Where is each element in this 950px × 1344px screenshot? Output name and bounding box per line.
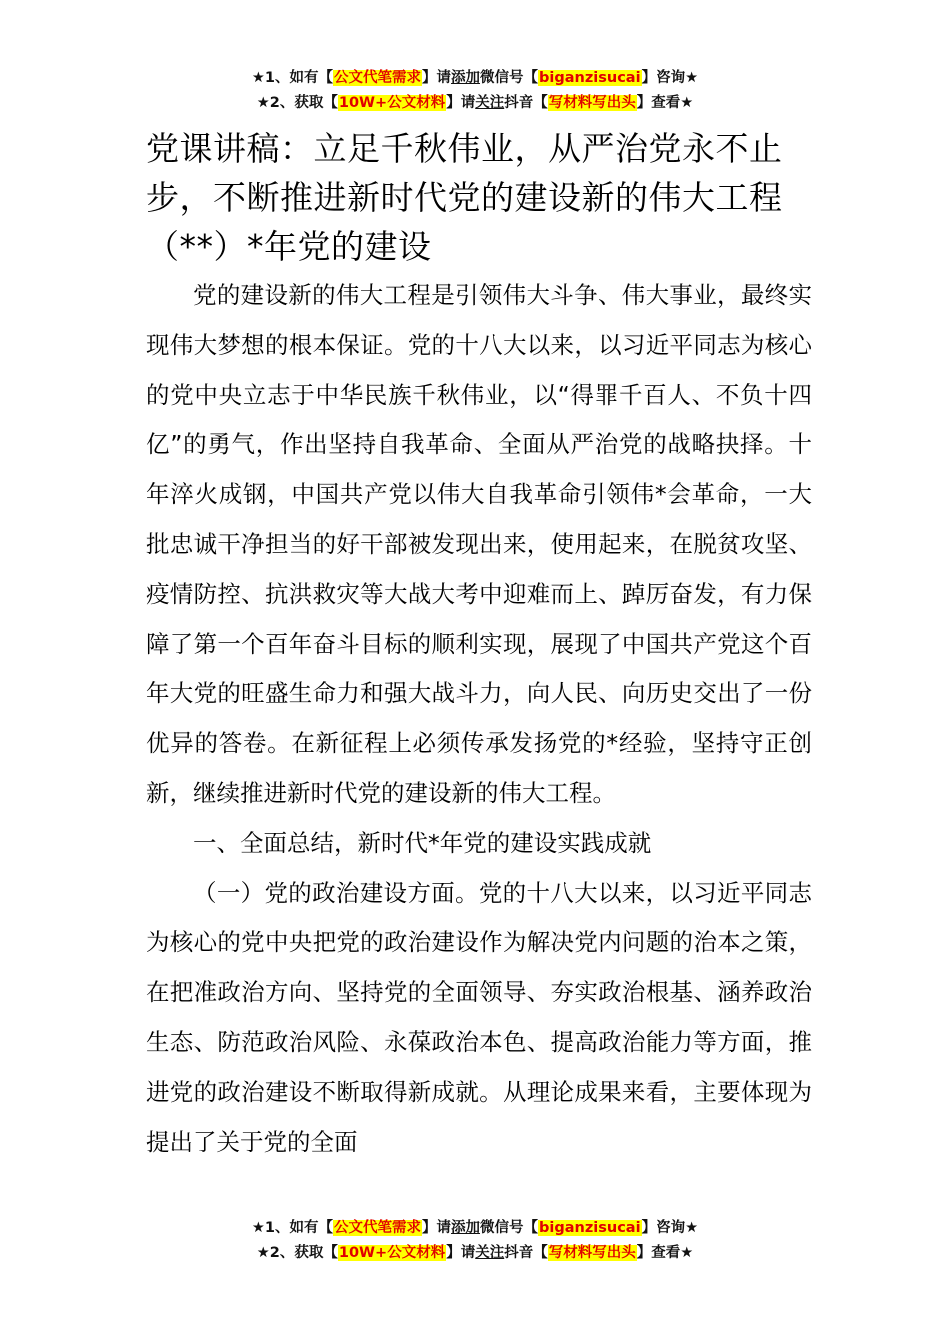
paragraph-intro: 党的建设新的伟大工程是引领伟大斗争、伟大事业，最终实现伟大梦想的根本保证。党的十八大以来，以习近平同志为核心的党中央立志于中华民族千秋伟业，以“得罪千百人、不负十四亿”的勇气，作出坚持自我革命、全面从严治党的战略抉择。十年淬火成钢，中国共产党以伟大自我革命引领伟*会革命，一大批忠诚干净担当的好干部被发现出来，使用起来，在脱贫攻坚、疫情防控、抗洪救灾等大战大考中迎难而上、踔厉奋发，有力保障了第一个百年奋斗目标的顺利实现，展现了中国共产党这个百年大党的旺盛生命力和强大战斗力，向人民、向历史交出了一份优异的答卷。在新征程上必须传承发扬党的*经验，坚持守正创新，继续推进新时代党的建设新的伟大工程。 [146,281,812,807]
banner-highlight: 10W+公文材料 [338,95,446,111]
footer-banner [0,1216,950,1266]
banner-text: 】咨询★ [641,70,699,86]
banner-text: 抖音【 [504,95,548,111]
banner-highlight: 写材料写出头 [548,1245,636,1261]
document-title: 党课讲稿：立足千秋伟业，从严治党永不止步，不断推进新时代党的建设新的伟大工程（**）*年党的建设 [146,129,783,266]
banner-text: 微信号【 [480,70,539,86]
banner-highlight: 公文代笔需求 [334,1220,422,1236]
banner-line-1 [0,66,950,91]
banner-highlight: 公文代笔需求 [334,70,422,86]
banner-underline: 关注 [475,1245,505,1261]
banner-underline: 添加 [451,70,481,86]
banner-text: ★2、获取【 [256,1245,338,1261]
banner-highlight: 10W+公文材料 [338,1245,446,1261]
banner-text: 】请 [446,1245,476,1261]
banner-line-1 [0,1216,950,1241]
banner-text: 】请 [422,1220,452,1236]
banner-underline: 添加 [451,1220,481,1236]
section-heading: 一、全面总结，新时代*年党的建设实践成就 [193,828,652,857]
banner-text: ★1、如有【 [251,70,334,86]
banner-text: 】请 [422,70,452,86]
banner-highlight: biganzisucai [539,1220,641,1236]
banner-highlight: 写材料写出头 [548,95,636,111]
banner-text: 】请 [446,95,476,111]
banner-line-2 [0,1241,950,1266]
paragraph-political-building: （一）党的政治建设方面。党的十八大以来，以习近平同志为核心的党中央把党的政治建设作为解决党内问题的治本之策，在把准政治方向、坚持党的全面领导、夯实政治根基、涵养政治生态、防范政治风险、永葆政治本色、提高政治能力等方面，推进党的政治建设不断取得新成就。从理论成果来看，主要体现为提出了关于党的全面 [146,878,812,1156]
banner-text: 】咨询★ [641,1220,699,1236]
document-body [146,271,812,1201]
banner-text: 微信号【 [480,1220,539,1236]
banner-text: 抖音【 [504,1245,548,1261]
banner-text: 】查看★ [636,95,694,111]
banner-text: 】查看★ [636,1245,694,1261]
banner-line-2 [0,91,950,116]
header-banner [0,66,950,116]
banner-underline: 关注 [475,95,505,111]
banner-text: ★2、获取【 [256,95,338,111]
banner-highlight: biganzisucai [539,70,641,86]
banner-text: ★1、如有【 [251,1220,334,1236]
